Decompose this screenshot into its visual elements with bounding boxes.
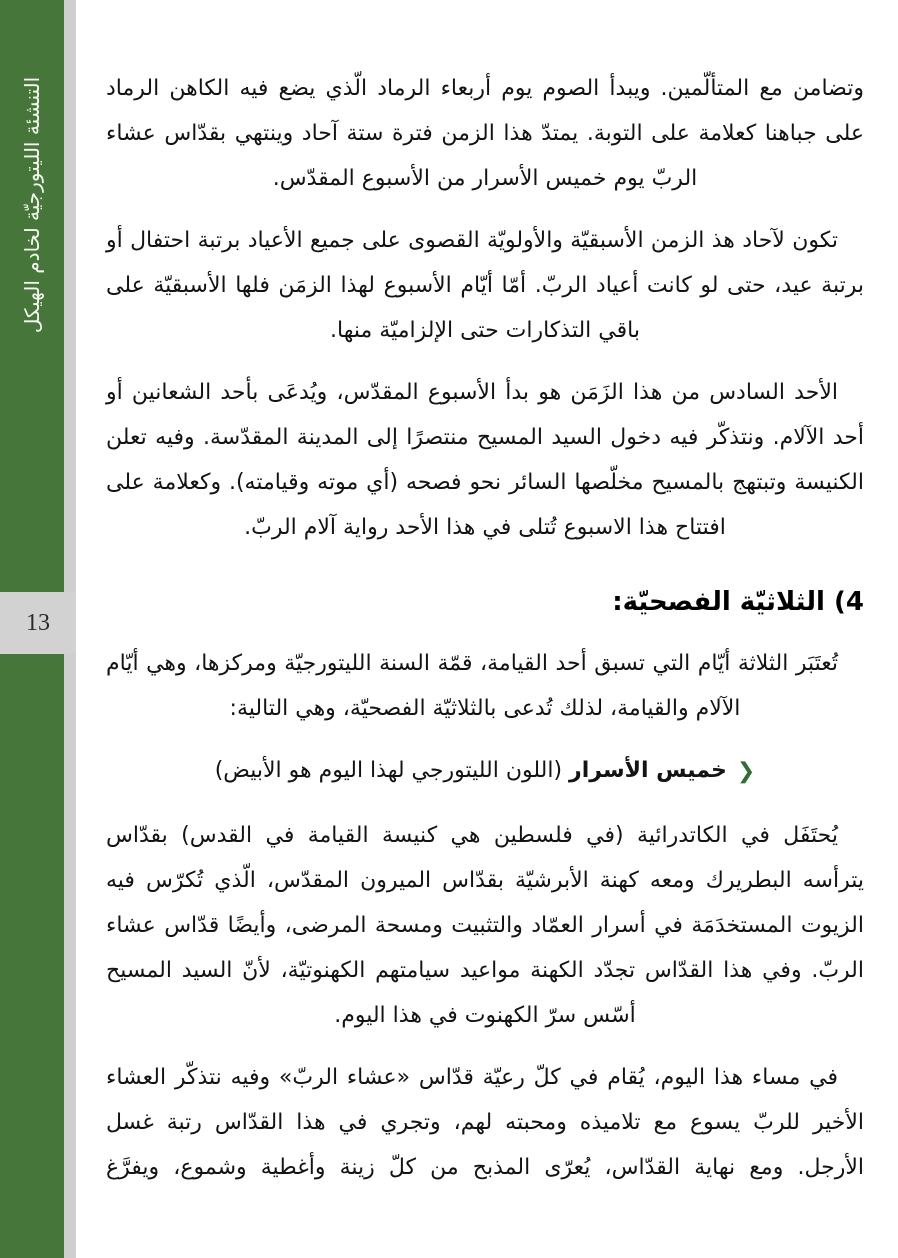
page-number: 13	[26, 609, 50, 636]
chevron-bullet-icon: ❮	[736, 759, 756, 784]
paragraph-lords-supper: في مساء هذا اليوم، يُقام في كلّ رعيّة قدّاس «عشاء الربّ» وفيه نتذكّر العشاء الأخير للربّ يسوع مع تلاميذه ومحبته لهم، وتجري في هذا القدّاس رتبة غسل الأرجل. ومع نهاية القدّاس، يُعرّى المذبح من كلّ زينة وأغطية وشموع، ويفرَّغ	[106, 1065, 864, 1180]
bullet-subtitle: (اللون الليتورجي لهذا اليوم هو الأبيض)	[214, 758, 570, 783]
paragraph-palm-sunday: الأحد السادس من هذا الزَمَن هو بدأ الأسبوع المقدّس، ويُدعَى بأحد الشعانين أو أحد الآلام. ونتذكّر فيه دخول السيد المسيح منتصرًا إلى المدينة المقدّسة. وفيه تعلن الكنيسة وتبتهج بالمسيح مخلّصها السائر نحو فصحه (أي موته وقيامته). وكعلامة على افتتاح هذا الاسبوع تُتلى في هذا الأحد رواية آلام الربّ.	[106, 380, 864, 540]
spine-title-container	[0, 0, 64, 410]
page-content	[76, 0, 898, 1258]
paragraph-sundays-precedence: تكون لآحاد هذ الزمن الأسبقيّة والأولويّة القصوى على جميع الأعياد برتبة احتفال أو برتبة عيد، حتى لو كانت أعياد الربّ. أمّا أيّام الأسبوع لهذا الزمَن فلها الأسبقيّة على باقي التذكارات حتى الإلزاميّة منها.	[106, 228, 864, 343]
paragraph-chrism-mass: يُحتَفَل في الكاتدرائية (في فلسطين هي كنيسة القيامة في القدس) بقدّاس يترأسه البطريرك ومعه كهنة الأبرشيّة بقدّاس الميرون المقدّس، الّذي تُكرّس فيه الزيوت المستخدَمَة في أسرار العمّاد والتثبيت ومسحة المرضى، وأيضًا قدّاس عشاء الربّ. وفي هذا القدّاس تجدّد الكهنة مواعيد سيامتهم الكهنوتيّة، لأنّ السيد المسيح أسّس سرّ الكهنوت في هذا اليوم.	[106, 823, 864, 1028]
paragraph-triduum-definition: تُعتَبَر الثلاثة أيّام التي تسبق أحد القيامة، قمّة السنة الليتورجيّة ومركزها، وهي أيّام الآلام والقيامة، لذلك تُدعى بالثلاثيّة الفصحيّة، وهي التالية:	[106, 651, 838, 721]
paragraph-lent-intro: وتضامن مع المتألّمين. ويبدأ الصوم يوم أربعاء الرماد الّذي يضع فيه الكاهن الرماد على جباهنا كعلامة على التوبة. يمتدّ هذا الزمن فترة ستة آحاد وينتهي بقدّاس عشاء الربّ يوم خميس الأسرار من الأسبوع المقدّس.	[106, 76, 864, 191]
page-number-tab	[0, 592, 76, 654]
bullet-item-holy-thursday	[106, 748, 864, 794]
spine-title: التنشئة الليتورجيّة لخادم الهيكل	[20, 76, 45, 334]
bullet-title: خميس الأسرار	[569, 758, 727, 783]
section-heading-paschal-triduum: 4) الثلاثيّة الفصحيّة:	[612, 587, 864, 617]
